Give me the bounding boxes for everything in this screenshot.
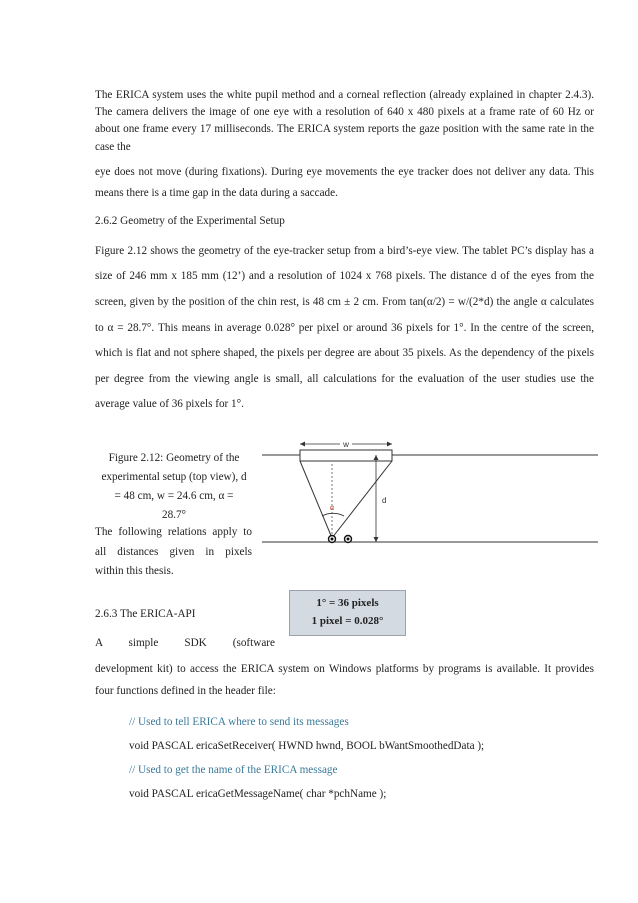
caption-line4: 28.7° bbox=[161, 509, 187, 521]
alpha-arc bbox=[322, 513, 344, 516]
geometry-diagram bbox=[262, 438, 598, 550]
screen-rect bbox=[300, 450, 392, 461]
section-heading-262: 2.6.2 Geometry of the Experimental Setup bbox=[95, 215, 285, 227]
caption-line1: Figure 2.12: Geometry of the bbox=[108, 452, 240, 464]
para4-line2: development kit) to access the ERICA system on Windows platforms by programs is available. It provides bbox=[95, 663, 594, 675]
alpha-label: α bbox=[329, 505, 335, 512]
code-comment-2: // Used to get the name of the ERICA message bbox=[129, 764, 338, 776]
para1-line3: about one frame every 17 milliseconds. The ERICA system reports the gaze position with the same rate in the bbox=[95, 123, 594, 135]
para3-line1: Figure 2.12 shows the geometry of the eye-tracker setup from a bird’s-eye view. The tablet PC’s display has a bbox=[95, 245, 594, 257]
code-line-2: void PASCAL ericaGetMessageName( char *pchName ); bbox=[129, 788, 387, 800]
para3-line5: which is flat and not sphere shaped, the pixels per degree are about 35 pixels. As the dependency of the pixels bbox=[95, 347, 594, 359]
caption-line3: = 48 cm, w = 24.6 cm, α = bbox=[114, 490, 234, 502]
w-label: w bbox=[343, 440, 349, 449]
sight-line-left bbox=[300, 461, 335, 538]
relations-line1: The following relations apply to bbox=[95, 526, 252, 538]
para3-line2-text: size of 246 mm x 185 mm (12’) and a resolution of 1024 x 768 pixels. The distance d of the eyes from the bbox=[95, 270, 594, 282]
relations-line2: all distances given in pixels bbox=[95, 546, 252, 558]
para1-line1: The ERICA system uses the white pupil method and a corneal reflection (already explained in chapter 2.4.3). bbox=[95, 89, 594, 101]
code-line-1: void PASCAL ericaSetReceiver( HWND hwnd, BOOL bWantSmoothedData ); bbox=[129, 740, 485, 752]
relations-line3: within this thesis. bbox=[95, 565, 174, 577]
para3-line2 bbox=[95, 270, 594, 282]
para2-line1: eye does not move (during fixations). During eye movements the eye tracker does not deliver any data. This bbox=[95, 166, 594, 178]
para3-line4: to α = 28.7°. This means in average 0.028° per pixel or around 36 pixels for 1°. In the centre of the screen, bbox=[95, 322, 594, 334]
para3-line7: average value of 36 pixels for 1°. bbox=[95, 398, 244, 410]
para3-line6: per degree from the viewing angle is small, all calculations for the evaluation of the user studies use the bbox=[95, 373, 594, 385]
conversion-row2: 1 pixel = 0.028° bbox=[311, 615, 384, 627]
code-comment-1: // Used to tell ERICA where to send its messages bbox=[129, 716, 349, 728]
para1-line4: case the bbox=[95, 141, 131, 153]
para4-line1: A simple SDK (software bbox=[95, 637, 275, 649]
para3-line3: screen, given by the position of the chin rest, is 48 cm ± 2 cm. From tan(α/2) = w/(2*d) the angle α calculates bbox=[95, 296, 594, 308]
caption-line2: experimental setup (top view), d bbox=[101, 471, 247, 483]
para1-line2: The camera delivers the image of one eye with a resolution of 640 x 480 pixels at a frame rate of 60 Hz or bbox=[95, 106, 594, 118]
para4-line3: four functions defined in the header file: bbox=[95, 685, 276, 697]
conversion-row1: 1° = 36 pixels bbox=[316, 597, 379, 609]
para2-line2: means there is a time gap in the data during a saccade. bbox=[95, 187, 338, 199]
left-pupil bbox=[331, 538, 334, 541]
d-label: d bbox=[382, 496, 387, 505]
figure-caption bbox=[93, 452, 255, 528]
section-heading-263: 2.6.3 The ERICA-API bbox=[95, 608, 196, 620]
conversion-box bbox=[289, 590, 406, 636]
right-pupil bbox=[347, 538, 350, 541]
